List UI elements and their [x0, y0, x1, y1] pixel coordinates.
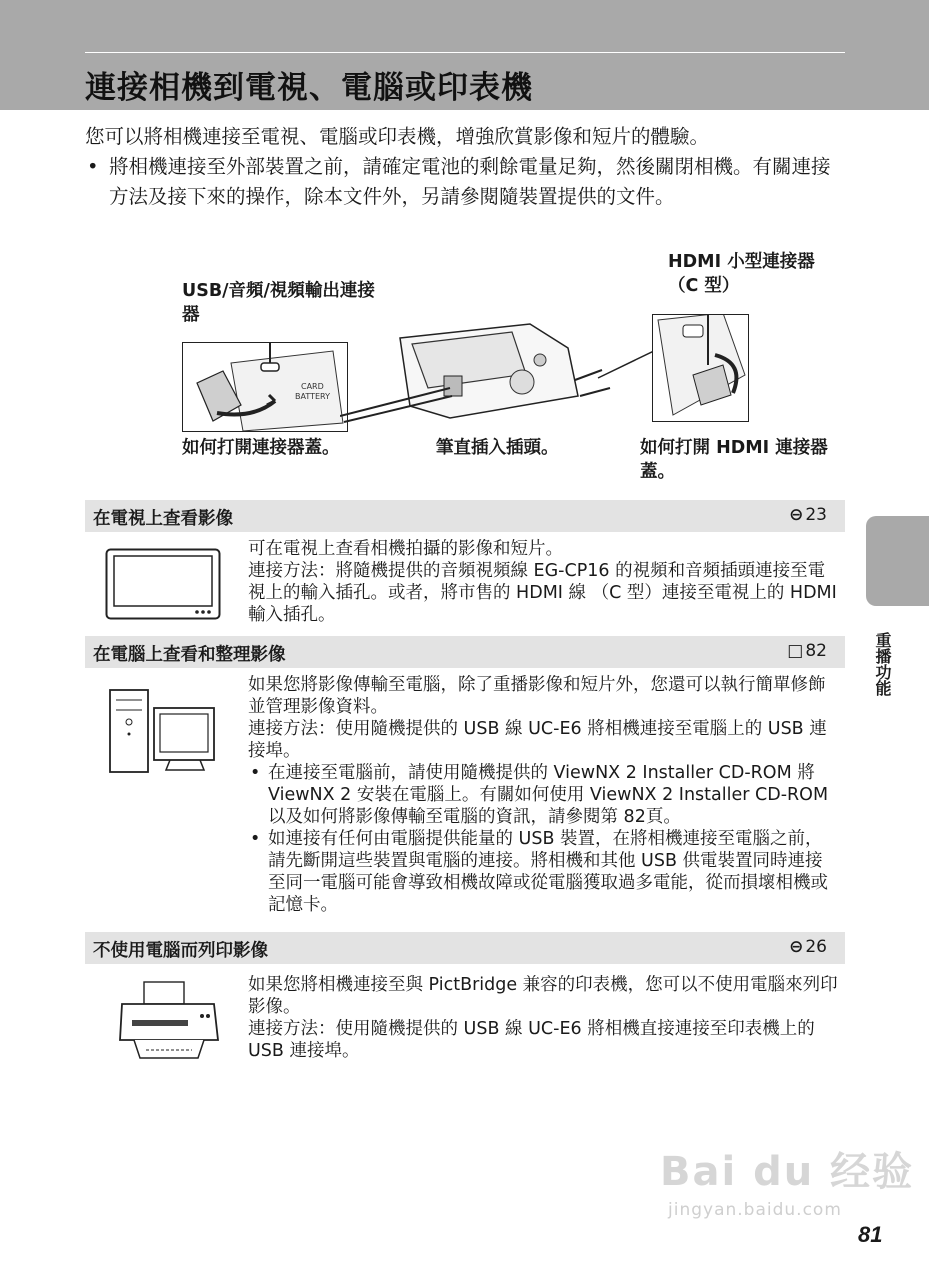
- bullet-dot: •: [250, 763, 261, 783]
- section-print-p1: 如果您將相機連接至與 PictBridge 兼容的印表機，您可以不使用電腦來列印影像。: [248, 975, 838, 1017]
- section-print-header: [85, 932, 845, 964]
- section-tv-title: 在電視上查看影像: [93, 509, 233, 529]
- hdmi-connector-label: HDMI 小型連接器（C 型）: [668, 252, 815, 296]
- tv-icon: [105, 548, 221, 620]
- section-tv-header: [85, 500, 845, 532]
- section-pc-bullet-2: [248, 828, 838, 916]
- section-tv-ref-page: 23: [805, 505, 827, 525]
- printer-icon: [118, 980, 220, 1062]
- section-pc-header: [85, 636, 845, 668]
- section-pc-title: 在電腦上查看和整理影像: [93, 645, 286, 665]
- section-pc-ref[interactable]: [787, 641, 827, 661]
- section-tv-ref[interactable]: [789, 505, 827, 525]
- intro: [85, 122, 845, 212]
- caption-open-hdmi: 如何打開 HDMI 連接器蓋。: [640, 438, 828, 482]
- header-rule: [85, 52, 845, 53]
- page-number: 81: [858, 1222, 883, 1247]
- section-print-ref[interactable]: [789, 937, 827, 957]
- section-print-title: 不使用電腦而列印影像: [93, 941, 268, 961]
- section-pc-bullet-1: [248, 762, 838, 828]
- computer-icon: [108, 688, 220, 774]
- cover-text-battery: BATTERY: [295, 392, 330, 401]
- section-print-p2: 連接方法：使用隨機提供的 USB 線 UC-E6 將相機直接連接至印表機上的 USB 連接埠。: [248, 1019, 815, 1061]
- watermark-url: jingyan.baidu.com: [668, 1200, 842, 1220]
- section-pc-p1: 如果您將影像傳輸至電腦，除了重播影像和短片外，您還可以執行簡單修飾並管理影像資料。: [248, 675, 826, 717]
- section-pc-ref-page: 82: [805, 641, 827, 661]
- side-tab: [866, 516, 929, 606]
- usb-connector-label: USB/音頻/視頻輸出連接器: [182, 281, 375, 325]
- caption-insert-plug: 筆直插入插頭。: [436, 438, 559, 458]
- book-icon: □: [787, 641, 804, 661]
- section-tv-p2: 連接方法：將隨機提供的音頻視頻線 EG-CP16 的視頻和音頻插頭連接至電視上的輸入插孔。或者，將市售的 HDMI 線 （C 型）連接至電視上的 HDMI 輸入插孔。: [248, 561, 837, 625]
- section-print-ref-page: 26: [805, 937, 827, 957]
- section-pc-p2: 連接方法：使用隨機提供的 USB 線 UC-E6 將相機連接至電腦上的 USB 連接埠。: [248, 719, 827, 761]
- section-pc-bullet-2-text: 如連接有任何由電腦提供能量的 USB 裝置，在將相機連接至電腦之前，請先斷開這些裝置與電腦的連接。將相機和其他 USB 供電裝置同時連接至同一電腦可能會導致相機故障或從電腦獲取過多電能，從而損壞相機或記憶卡。: [268, 829, 828, 915]
- side-tab-label: 重播功能: [873, 632, 892, 696]
- caption-open-cover: 如何打開連接器蓋。: [182, 438, 340, 458]
- connector-cover-inset: [182, 342, 348, 432]
- section-tv-body: [248, 538, 838, 626]
- hdmi-cover-inset: [652, 314, 749, 422]
- reference-icon: ⊖: [789, 937, 804, 957]
- bullet-dot: •: [250, 829, 261, 849]
- cover-text-card: CARD: [301, 382, 324, 391]
- section-tv-p1: 可在電視上查看相機拍攝的影像和短片。: [248, 539, 563, 559]
- intro-bullet-text: 將相機連接至外部裝置之前，請確定電池的剩餘電量足夠，然後關閉相機。有關連接方法及接下來的操作，除本文件外，另請參閱隨裝置提供的文件。: [109, 155, 831, 208]
- page-title: 連接相機到電視、電腦或印表機: [85, 70, 533, 106]
- watermark-logo: Bai du 经验: [660, 1149, 915, 1195]
- section-pc-body: [248, 674, 838, 916]
- intro-bullet: [85, 152, 845, 212]
- reference-icon: ⊖: [789, 505, 804, 525]
- section-pc-bullet-1-text: 在連接至電腦前，請使用隨機提供的 ViewNX 2 Installer CD-ROM 將 ViewNX 2 安裝在電腦上。有關如何使用 ViewNX 2 Installer CD-ROM 以及如何將影像傳輸至電腦的資訊，請參閱第 82頁。: [268, 763, 829, 827]
- bullet-dot: •: [87, 155, 99, 178]
- connector-cover-illustration: [183, 343, 347, 431]
- section-print-body: [248, 974, 838, 1062]
- intro-text: 您可以將相機連接至電視、電腦或印表機，增強欣賞影像和短片的體驗。: [85, 125, 710, 148]
- hdmi-cover-illustration: [653, 315, 748, 421]
- camera-illustration: [340, 318, 660, 426]
